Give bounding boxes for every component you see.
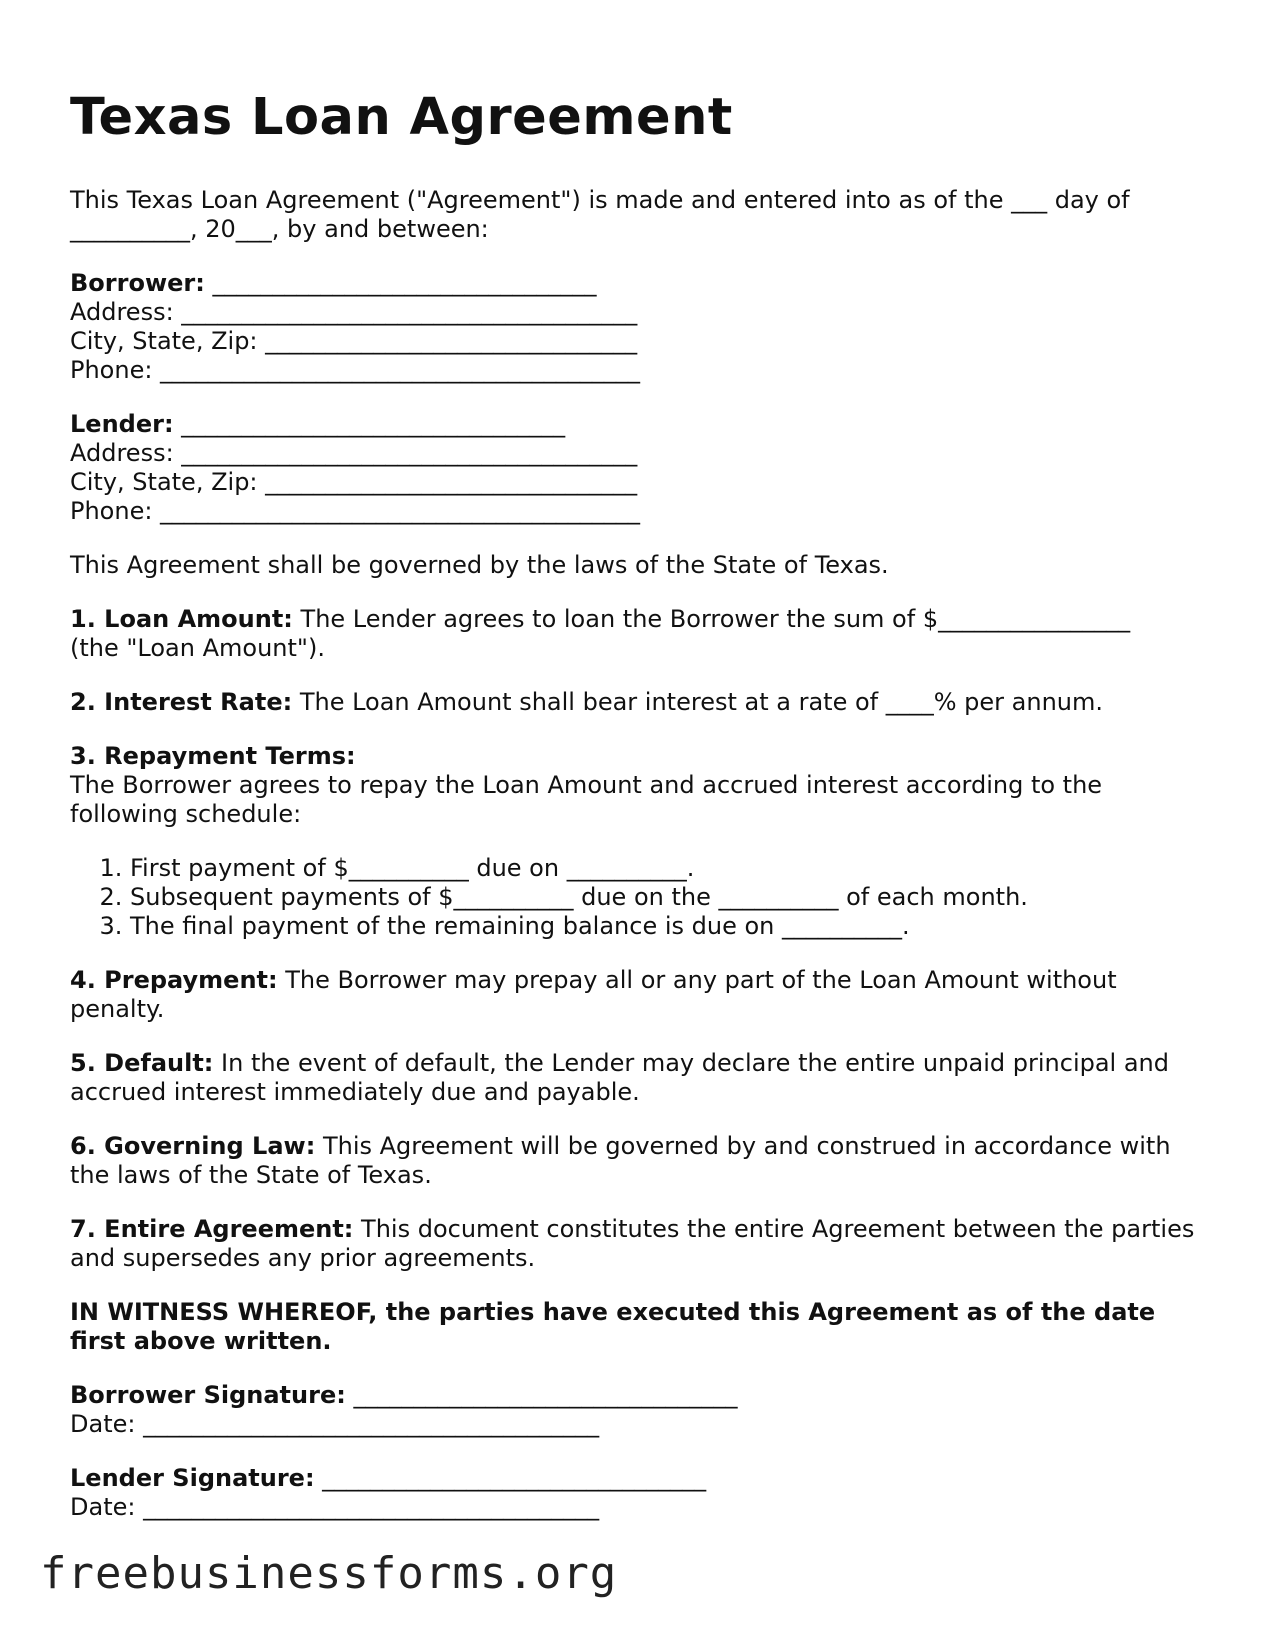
interest-rate-text: The Loan Amount shall bear interest at a rate of ____% per annum.	[292, 688, 1103, 716]
borrower-name-line	[70, 269, 1200, 298]
prepayment-text: The Borrower may prepay all or any part of the Loan Amount without penalty.	[70, 966, 1117, 1023]
entire-agreement-text: This document constitutes the entire Agreement between the parties and supersedes any prior agreements.	[70, 1215, 1195, 1272]
page-title: Texas Loan Agreement	[70, 88, 733, 147]
loan-amount-text-2: (the "Loan Amount").	[70, 634, 325, 662]
borrower-signature-blank: ________________________________	[345, 1381, 738, 1409]
governed-statement: This Agreement shall be governed by the laws of the State of Texas.	[70, 551, 889, 579]
list-item: 2. Subsequent payments of $__________ due on the __________ of each month.	[130, 883, 1200, 912]
lender-block	[70, 410, 1200, 526]
witness-text: IN WITNESS WHEREOF, the parties have executed this Agreement as of the date first above written.	[70, 1298, 1156, 1355]
section-loan-amount	[70, 605, 1200, 663]
list-item: 1. First payment of $__________ due on __________.	[130, 854, 1200, 883]
borrower-address: Address: ______________________________________	[70, 298, 638, 326]
lender-label: Lender:	[70, 410, 174, 438]
interest-rate-heading: 2. Interest Rate:	[70, 688, 293, 716]
lender-signature-label: Lender Signature:	[70, 1464, 315, 1492]
section-default	[70, 1049, 1200, 1107]
entire-agreement-heading: 7. Entire Agreement:	[70, 1215, 354, 1243]
lender-name-line	[70, 410, 1200, 439]
lender-address: Address: ______________________________________	[70, 439, 638, 467]
borrower-signature-block	[70, 1381, 1200, 1439]
repayment-heading: 3. Repayment Terms:	[70, 742, 356, 770]
default-heading: 5. Default:	[70, 1049, 214, 1077]
lender-name-blank: ________________________________	[173, 410, 566, 438]
borrower-name-blank: ________________________________	[204, 269, 597, 297]
lender-signature-date: Date: ______________________________________	[70, 1493, 600, 1521]
witness-statement	[70, 1298, 1200, 1356]
borrower-signature-date: Date: ______________________________________	[70, 1410, 600, 1438]
section-governing-law	[70, 1132, 1200, 1190]
loan-amount-line-1	[70, 605, 1200, 634]
intro-paragraph	[70, 186, 1200, 244]
repayment-text: The Borrower agrees to repay the Loan Amount and accrued interest according to the following schedule:	[70, 771, 1103, 828]
default-text: In the event of default, the Lender may declare the entire unpaid principal and accrued interest immediately due and payable.	[70, 1049, 1169, 1106]
borrower-label: Borrower:	[70, 269, 205, 297]
section-interest-rate	[70, 688, 1200, 717]
list-item: 3. The final payment of the remaining balance is due on __________.	[130, 912, 1200, 941]
governing-law-heading: 6. Governing Law:	[70, 1132, 316, 1160]
repayment-schedule-list	[70, 854, 1200, 941]
borrower-block	[70, 269, 1200, 385]
borrower-city: City, State, Zip: _______________________________	[70, 327, 638, 355]
loan-amount-text-1: The Lender agrees to loan the Borrower the sum of $________________	[292, 605, 1131, 633]
section-repayment	[70, 742, 1200, 941]
lender-signature-block	[70, 1464, 1200, 1522]
document-page	[70, 88, 1200, 1547]
loan-amount-heading: 1. Loan Amount:	[70, 605, 293, 633]
lender-city: City, State, Zip: _______________________________	[70, 468, 638, 496]
lender-signature-line	[70, 1464, 1200, 1493]
section-prepayment	[70, 966, 1200, 1024]
borrower-signature-label: Borrower Signature:	[70, 1381, 346, 1409]
borrower-phone: Phone: ________________________________________	[70, 356, 641, 384]
borrower-signature-line	[70, 1381, 1200, 1410]
section-entire-agreement	[70, 1215, 1200, 1273]
lender-signature-blank: ________________________________	[314, 1464, 707, 1492]
site-watermark: freebusinessforms.org	[40, 1548, 618, 1599]
intro-line-2: __________, 20___, by and between:	[70, 215, 489, 243]
lender-phone: Phone: ________________________________________	[70, 497, 641, 525]
prepayment-heading: 4. Prepayment:	[70, 966, 278, 994]
intro-line-1: This Texas Loan Agreement ("Agreement") is made and entered into as of the ___ day of	[70, 186, 1130, 214]
governing-law-text: This Agreement will be governed by and construed in accordance with the laws of the State of Texas.	[70, 1132, 1171, 1189]
